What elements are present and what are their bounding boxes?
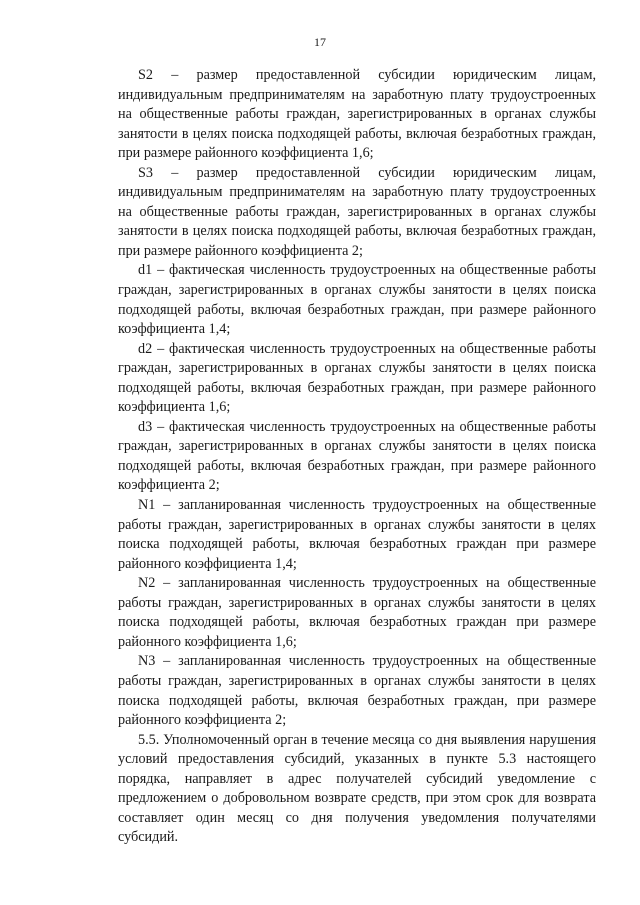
paragraph-5-5: 5.5. Уполномоченный орган в течение месяца со дня выявления нарушения условий предоставления субсидий, указанных в пункте 5.3 настоящего порядка, направляет в адрес получателей субсидий уведомление с предложением о добровольном возврате средств, при этом срок для возврата составляет один месяц со дня получения уведомления получателями субсидий. bbox=[118, 731, 596, 846]
paragraph-n2: N2 – запланированная численность трудоустроенных на общественные работы граждан, зарегистрированных в органах службы занятости в целях поиска подходящей работы, включая безработных граждан при размере районного коэффициента 1,6; bbox=[118, 575, 596, 650]
page-number: 17 bbox=[314, 35, 326, 49]
paragraph-s3: S3 – размер предоставленной субсидии юридическим лицам, индивидуальным предпринимателям на заработную плату трудоустроенных на общественные работы граждан, зарегистрированных в органах службы занятости в целях поиска подходящей работы, включая безработных граждан, при размере районного коэффициента 2; bbox=[118, 164, 596, 259]
paragraph-d2: d2 – фактическая численность трудоустроенных на общественные работы граждан, зарегистрированных в органах службы занятости в целях поиска подходящей работы, включая безработных граждан, при размере районного коэффициента 1,6; bbox=[118, 340, 596, 416]
paragraph-n1: N1 – запланированная численность трудоустроенных на общественные работы граждан, зарегистрированных в органах службы занятости в целях поиска подходящей работы, включая безработных граждан при размере районного коэффициента 1,4; bbox=[118, 497, 596, 572]
paragraph-s2: S2 – размер предоставленной субсидии юридическим лицам, индивидуальным предпринимателям на заработную плату трудоустроенных на общественные работы граждан, зарегистрированных в органах службы занятости в целях поиска подходящей работы, включая безработных граждан, при размере районного коэффициента 1,6; bbox=[118, 67, 596, 162]
paragraph-d1: d1 – фактическая численность трудоустроенных на общественные работы граждан, зарегистрированных в органах службы занятости в целях поиска подходящей работы, включая безработных граждан, при размере районного коэффициента 1,4; bbox=[118, 262, 596, 338]
paragraph-d3: d3 – фактическая численность трудоустроенных на общественные работы граждан, зарегистрированных в органах службы занятости в целях поиска подходящей работы, включая безработных граждан, при размере районного коэффициента 2; bbox=[118, 418, 596, 494]
paragraph-n3: N3 – запланированная численность трудоустроенных на общественные работы граждан, зарегистрированных в органах службы занятости в целях поиска подходящей работы, включая безработных граждан, при размере районного коэффициента 2; bbox=[118, 653, 596, 729]
document-body bbox=[118, 66, 596, 848]
